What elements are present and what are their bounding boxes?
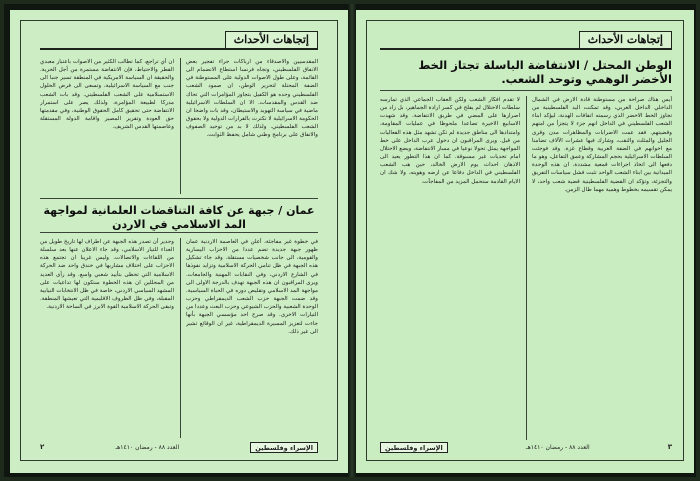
column-divider	[180, 238, 181, 438]
page-footer	[40, 441, 318, 453]
article-column-left: لا تقدم افكار الشعب ولكن العقاب الجماعي الذي تمارسه سلطات الاحتلال لم يفلح في كسر ارادة الجماهير، بل زاد من اصرارها على المضي في طريق الانتفاضة. وقد شهدت الاسابيع الاخيرة تصاعدا ملحوظا في عمليات المقاومة، وامتدادها الى مناطق جديدة لم تكن تشهد مثل هذه الفعاليات من قبل. ويرى المراقبون ان دخول عرب الداخل على خط المواجهة يمثل تحولا نوعيا في مسار الانتفاضة، ويضع الاحتلال امام تحديات غير مسبوقة. كما ان هذا التطور يعيد الى الاذهان احداث يوم الارض الخالد، حين هب الشعب الفلسطيني في الداخل دفاعا عن ارضه وهويته. ولا شك ان الايام القادمة ستحمل المزيد من المفاجآت.	[380, 97, 520, 185]
running-head	[40, 30, 318, 50]
magazine-logo: الإسراء وفلسطين	[380, 442, 448, 453]
issue-info: العدد ٨٨ - رمضان ١٤١٠هـ	[115, 443, 180, 451]
section-divider	[40, 198, 318, 199]
article-column-right: في خطوة غير مفاجئة، أعلن في العاصمة الاردنية عمان ظهور جبهة جديدة تضم عددا من الاحزاب اليسارية والقومية، الى جانب شخصيات مستقلة. وقد جاء تشكيل هذه الجبهة في ظل تنامي الحركة الاسلامية وتزايد نفوذها في الشارع الاردني، وفي النقابات المهنية والجامعات. ويرى المراقبون ان هذه الجبهة تهدف بالدرجة الاولى الى مواجهة المد الاسلامي وتقليص دوره في الحياة السياسية. وقد ضمت الجبهة حزب الشعب الديمقراطي وحزب الوحدة الشعبية والحزب الشيوعي وحزب البعث وعددا من التيارات الاخرى. وقد صرح احد مؤسسي الجبهة بأنها جاءت لتعزيز المسيرة الديمقراطية، غير ان الوقائع تشير الى غير ذلك.	[186, 239, 318, 335]
page-number: ٢	[40, 443, 45, 451]
issue-info: العدد ٨٨ - رمضان ١٤١٠هـ	[525, 443, 590, 451]
article-column-left: وجدير أن تصدر هذه الجبهة عن اطراف لها تاريخ طويل من العداء للتيار الاسلامي، وقد جاء الاعلان عنها بعد سلسلة من اللقاءات والاتصالات. وليس غريبا ان تجتمع هذه الاحزاب على اختلاف مشاربها في خندق واحد ضد الحركة الاسلامية التي تحظى بتأييد شعبي واسع. وقد رأى العديد من المحللين ان هذه الخطوة ستكون لها تداعيات على المشهد السياسي الاردني، خاصة في ظل الانتخابات النيابية المقبلة، وفي ظل الظروف الاقليمية التي تعيشها المنطقة. وتبقى الحركة الاسلامية القوة الابرز في الساحة الاردنية.	[40, 239, 174, 311]
section-divider	[40, 232, 318, 233]
running-head	[380, 30, 672, 50]
left-page	[10, 10, 348, 473]
column-divider	[526, 96, 527, 440]
article-column-right: أيس هناك صراحة من مستوطنة قادة الارض في الشمال الداخلي الداخل الغربي، وقد تمكنت اليد الفلسطينية من تجاوز الخط الاخضر الذي رسمته اتفاقات الهدنة، ليؤكد ابناء الشعب الفلسطيني في الداخل انهم جزء لا يتجزأ من امتهم وقضيتهم. فقد عمت الاضرابات والمظاهرات مدن وقرى الجليل والمثلث والنقب، وشارك فيها عشرات الآلاف تضامنا مع اخوانهم في الضفة الغربية وقطاع غزة. وقد فوجئت السلطات الاسرائيلية بحجم المشاركة وعمق التفاعل، وهو ما دفعها الى اتخاذ اجراءات قمعية مشددة. ان هذه الوحدة الميدانية بين ابناء الشعب الواحد تثبت فشل سياسات التفريق والتجزئة، وتؤكد ان القضية الفلسطينية قضية شعب واحد، لا يمكن تقسيمه بخطوط وهمية مهما طال الزمن.	[532, 97, 672, 193]
page-footer	[380, 441, 672, 453]
article-column-left: ان أي تراجع، كما تطالب الكثير من الاصوات باعتبار معبدي القطر والاحتياط، فإن الانتفاضة مستمرة من أجل الحرية. والحقيقة ان السياسة الامريكية في المنطقة تسير جنبا الى جنب مع السياسة الاسرائيلية، وتسعى الى فرض الحلول الاستسلامية على الشعب الفلسطيني. وقد بات الشعب مدركا لطبيعة المؤامرة، ولذلك يصر على استمرار الانتفاضة حتى تحقيق كامل الحقوق الوطنية، وفي مقدمتها حق العودة وتقرير المصير واقامة الدولة المستقلة وعاصمتها القدس الشريف.	[40, 59, 174, 131]
magazine-spread	[4, 4, 696, 477]
section-title: إتجاهات الأحداث	[579, 31, 672, 48]
article-column-right: المقدسيين والاصدقاء من ارباكات جراء تفجير بعض الانفاق الفلسطيني، وتجاه فرنسا استطاع الانضمام الى القائمة، وعلى طول الاصوات الدولية على المستوطنة في الضفة المحتلة لتحرير الوطن، ان صمود الشعب الفلسطيني وحده هو الكفيل بتجاوز المؤامرات التي تحاك ضد القدس والمقدسات. الا ان السلطات الاسرائيلية ماضية في سياسة التهويد والاستيطان، وقد بات واضحا ان الحكومة الاسرائيلية لا تكترث بالقرارات الدولية ولا بحقوق الشعب الفلسطيني. ولذلك لا بد من توحيد الصفوف والاتفاق على برنامج وطني شامل يحفظ الثوابت.	[186, 59, 318, 139]
section-divider	[380, 90, 672, 91]
column-divider	[180, 58, 181, 194]
binding-gutter	[348, 4, 356, 477]
page-number: ٣	[667, 443, 672, 451]
right-page	[356, 10, 694, 473]
section-title: إتجاهات الأحداث	[225, 31, 318, 48]
magazine-logo: الإسراء وفلسطين	[250, 442, 318, 453]
article-headline: عمان / جبهة عن كافة التناقضات العلمانية لمواجهة المد الاسلامي في الاردن	[43, 204, 315, 231]
article-headline: الوطن المحتل / الانتفاضة الباسلة تجتاز الخط الأخضر الوهمي وتوحد الشعب.	[418, 58, 672, 87]
